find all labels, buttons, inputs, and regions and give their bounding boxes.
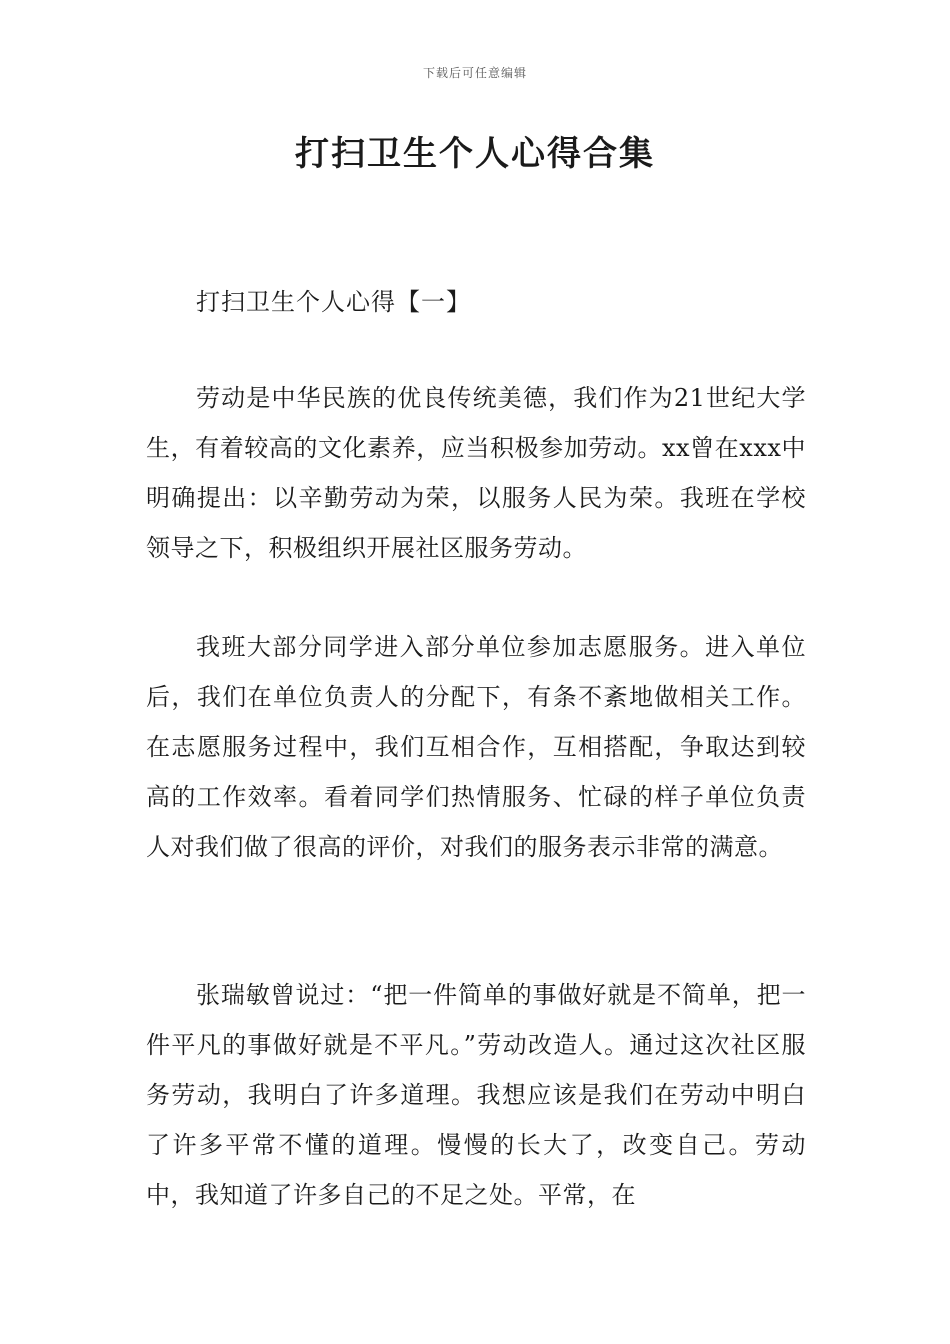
header-note: 下载后可任意编辑 bbox=[422, 66, 527, 80]
section-heading: 打扫卫生个人心得【一】 bbox=[196, 288, 471, 316]
paragraph-2: 我班大部分同学进入部分单位参加志愿服务。进入单位后，我们在单位负责人的分配下，有条不紊地做相关工作。在志愿服务过程中，我们互相合作，互相搭配，争取达到较高的工作效率。看着同学们热情服务、忙碌的样子单位负责人对我们做了很高的评价，对我们的服务表示非常的满意。 bbox=[146, 633, 806, 861]
document-title: 打扫卫生个人心得合集 bbox=[295, 134, 655, 174]
paragraph-3: 张瑞敏曾说过：“把一件简单的事做好就是不简单，把一件平凡的事做好就是不平凡。”劳动改造人。通过这次社区服务劳动，我明白了许多道理。我想应该是我们在劳动中明白了许多平常不懂的道理。慢慢的长大了，改变自己。劳动中，我知道了许多自己的不足之处。平常，在 bbox=[146, 981, 806, 1209]
paragraph-1: 劳动是中华民族的优良传统美德，我们作为21世纪大学生，有着较高的文化素养，应当积极参加劳动。xx曾在xxx中明确提出：以辛勤劳动为荣，以服务人民为荣。我班在学校领导之下，积极组织开展社区服务劳动。 bbox=[146, 384, 806, 562]
